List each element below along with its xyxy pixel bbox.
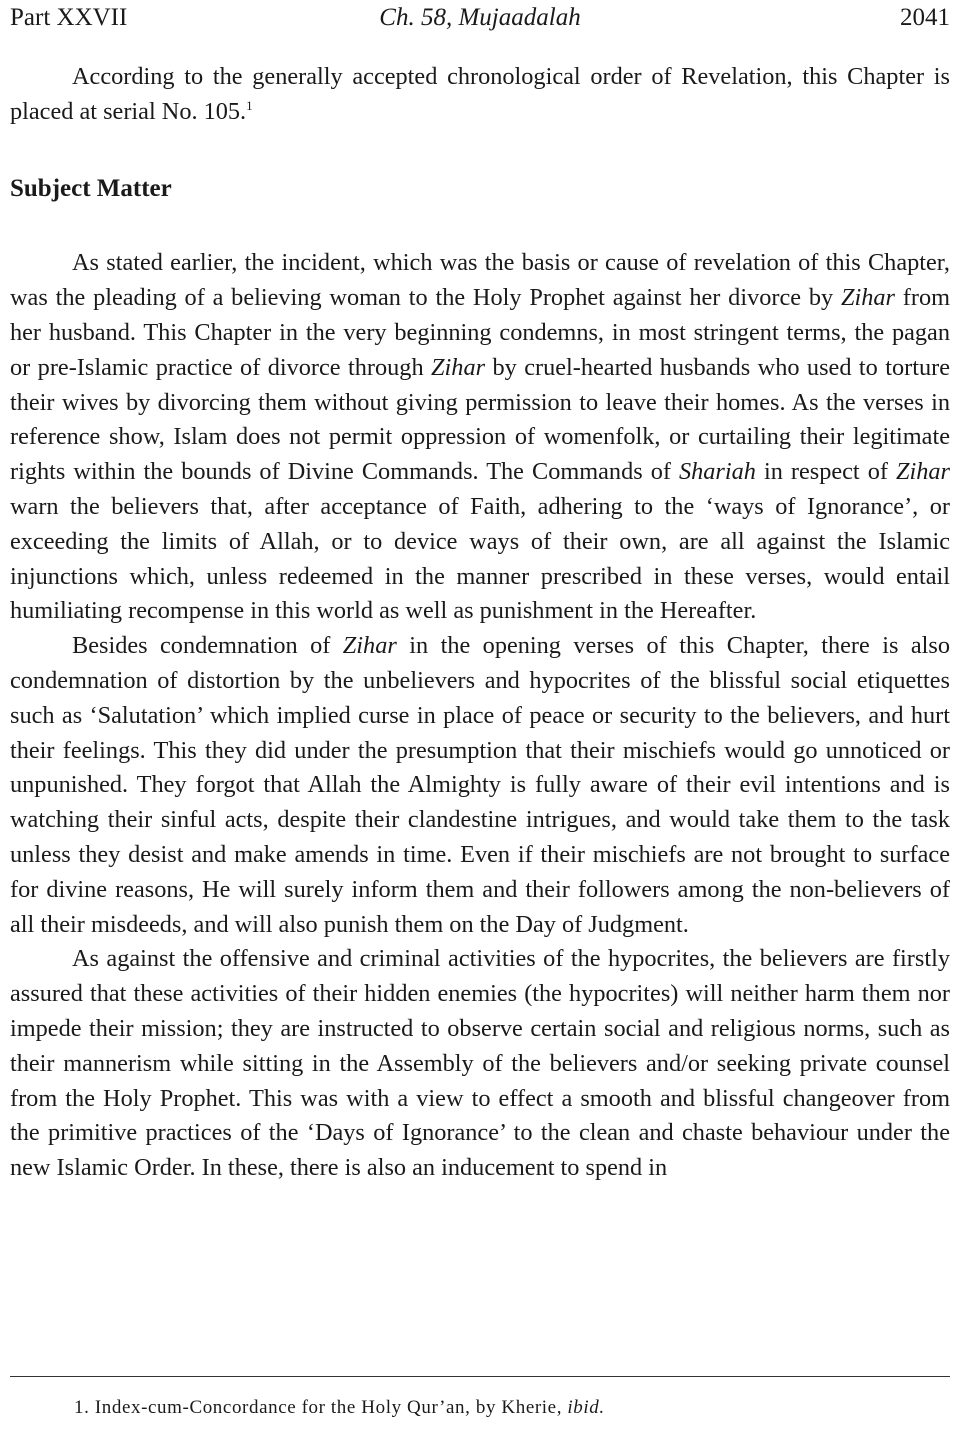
paragraph-text: from her husband. This Chapter in the very beginning condemns, in most stringent terms, the pagan or pre-Islamic practice of divorce through — [10, 284, 950, 381]
section-heading: Subject Matter — [10, 174, 172, 202]
paragraph-text: warn the believers that, after acceptance of Faith, adhering to the ‘ways of Ignorance’, or exceeding the limits of Allah, or to device ways of their own, are all against the Islamic injunctions which, unless redeemed in the manner prescribed in these verses, would entail humiliating recompense in this world as well as punishment in the Hereafter. — [10, 492, 950, 625]
intro-text: According to the generally accepted chronological order of Revelation, this Chapter is placed at serial No. 105. — [10, 63, 950, 125]
running-header — [10, 0, 950, 40]
chapter-title: Ch. 58, Mujaadalah — [379, 4, 581, 31]
paragraph-text: As stated earlier, the incident, which was the basis or cause of revelation of this Chapter, was the pleading of a believing woman to the Holy Prophet against her divorce by — [10, 249, 950, 312]
italic-term: Zihar — [895, 458, 950, 486]
footnote-italic: ibid. — [567, 1397, 605, 1418]
part-label: Part XXVII — [10, 4, 128, 31]
paragraph-1 — [10, 246, 950, 629]
paragraph-2 — [10, 629, 950, 942]
italic-term: Zihar — [342, 632, 397, 660]
paragraph-text: by cruel-hearted husbands who used to torture their wives by divorcing them without giving permission to leave their homes. As the verses in reference show, Islam does not permit oppression of womenfolk, or curtailing their legitimate rights within the bounds of Divine Commands. The Commands of — [10, 353, 950, 486]
body-text — [10, 60, 950, 1186]
italic-term: Zihar — [431, 353, 486, 381]
italic-term: Zihar — [840, 284, 895, 312]
paragraph-text: in the opening verses of this Chapter, there is also condemnation of distortion by the unbelievers and hypocrites of the blissful social etiquettes such as ‘Salutation’ which implied curse in place of peace or security to the believers, and hurt their feelings. This they did under the presumption that their mischiefs would go unnoticed or unpunished. They forgot that Allah the Almighty is fully aware of their evil intentions and is watching their sinful acts, despite their clandestine intrigues, and would take them to the task unless they desist and make amends in time. Even if their mischiefs are not brought to surface for divine reasons, He will surely inform them and their followers among the non-believers of all their misdeeds, and will also punish them on the Day of Judgment. — [10, 632, 950, 938]
footnote-reference: 1 — [246, 97, 253, 113]
intro-paragraph — [10, 60, 950, 130]
paragraph-text: Besides condemnation of — [72, 632, 343, 660]
paragraph-text: in respect of — [755, 458, 896, 486]
footnote-divider — [10, 1376, 950, 1377]
footnote — [74, 1394, 605, 1422]
paragraph-3: As against the offensive and criminal activities of the hypocrites, the believers are firstly assured that these activities of their hidden enemies (the hypocrites) will neither harm them nor impede their mission; they are instructed to observe certain social and religious norms, such as their mannerism while sitting in the Assembly of the believers and/or seeking private counsel from the Holy Prophet. This was with a view to effect a smooth and blissful changeover from the primitive practices of the ‘Days of Ignorance’ to the clean and chaste behaviour under the new Islamic Order. In these, there is also an inducement to spend in — [10, 945, 950, 1182]
page-number: 2041 — [900, 4, 950, 31]
footnote-number: 1. — [74, 1397, 90, 1418]
italic-term: Shariah — [678, 458, 756, 486]
footnote-text: Index-cum-Concordance for the Holy Qur’an, by Kherie, — [94, 1397, 568, 1418]
